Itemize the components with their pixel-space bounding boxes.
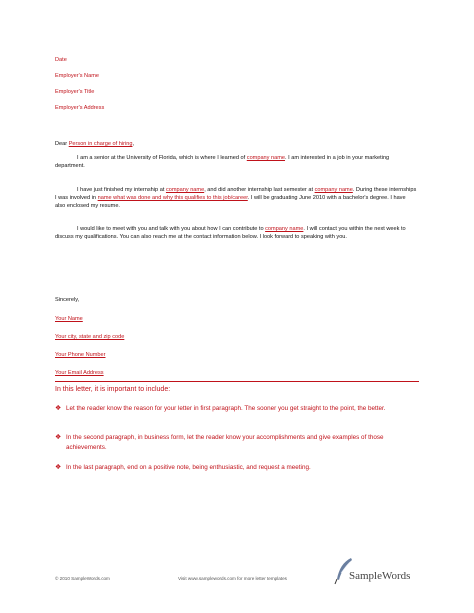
tip-item bbox=[55, 404, 418, 414]
logo-wordmark: SampleWords bbox=[349, 570, 411, 582]
body-paragraph-1 bbox=[55, 155, 417, 171]
body-paragraph-3 bbox=[55, 226, 417, 242]
p2-company-name-1: company name bbox=[165, 187, 205, 193]
salutation-suffix: , bbox=[132, 141, 134, 147]
tip-text: In the last paragraph, end on a positive note, being enthusiastic, and request a meeting. bbox=[66, 464, 311, 471]
diamond-bullet-icon: ❖ bbox=[55, 464, 62, 471]
samplewords-logo[interactable] bbox=[333, 557, 433, 587]
signature-email: Your Email Address bbox=[55, 370, 104, 376]
signature-city-state-zip: Your city, state and zip code bbox=[55, 334, 125, 340]
diamond-bullet-icon: ❖ bbox=[55, 405, 62, 412]
p2-company-name-2: company name bbox=[314, 187, 353, 193]
employer-address-field: Employer's Address bbox=[55, 105, 105, 111]
p1-text-a: I am a senior at the University of Florida, which is where I learned of bbox=[77, 155, 247, 161]
employer-title-field: Employer's Title bbox=[55, 89, 95, 95]
p2-text-b: , and did another internship last semester at bbox=[204, 187, 315, 193]
tip-item bbox=[55, 463, 418, 473]
date-field: Date bbox=[55, 57, 67, 63]
p2-what-was-done: name what was done and why this qualifies to this job/career bbox=[97, 194, 248, 201]
divider-rule bbox=[55, 381, 419, 382]
p3-text-b: . I will contact you within the next week to discuss my qualifications. You can also reach me at the contact information below. I look forward to speaking with you. bbox=[55, 226, 406, 240]
tip-item bbox=[55, 433, 418, 453]
closing-sincerely: Sincerely, bbox=[55, 297, 80, 303]
p1-text-b: . I am interested in a job in your marketing department. bbox=[55, 155, 390, 169]
p3-company-name: company name bbox=[265, 226, 304, 232]
signature-phone: Your Phone Number bbox=[55, 352, 106, 358]
signature-name: Your Name bbox=[55, 316, 83, 322]
body-paragraph-2 bbox=[55, 187, 417, 210]
diamond-bullet-icon: ❖ bbox=[55, 434, 62, 441]
p2-text-a: I have just finished my internship at bbox=[77, 187, 166, 193]
tip-text: In the second paragraph, in business form, let the reader know your accomplishments and give examples of those achievements. bbox=[66, 434, 384, 451]
tip-text: Let the reader know the reason for your letter in first paragraph. The sooner you get straight to the point, the better. bbox=[66, 405, 386, 412]
footer-copyright: © 2010 SampleWords.com bbox=[55, 576, 110, 581]
employer-name-field: Employer's Name bbox=[55, 73, 99, 79]
p2-text-d: . I will be graduating June 2010 with a bachelor's degree. I have also enclosed my resume. bbox=[55, 194, 406, 209]
p1-company-name: company name bbox=[246, 155, 286, 161]
footer-visit-link[interactable]: Visit www.samplewords.com for more letter templates bbox=[178, 576, 287, 581]
salutation bbox=[55, 141, 417, 149]
p2-text-c: . During these internships I was involved in bbox=[55, 187, 417, 201]
salutation-prefix: Dear bbox=[55, 141, 69, 147]
tips-title: In this letter, it is important to include: bbox=[55, 386, 171, 393]
p3-text-a: I would like to meet with you and talk with you about how I can contribute to bbox=[77, 226, 266, 232]
salutation-recipient: Person in charge of hiring bbox=[68, 141, 133, 147]
